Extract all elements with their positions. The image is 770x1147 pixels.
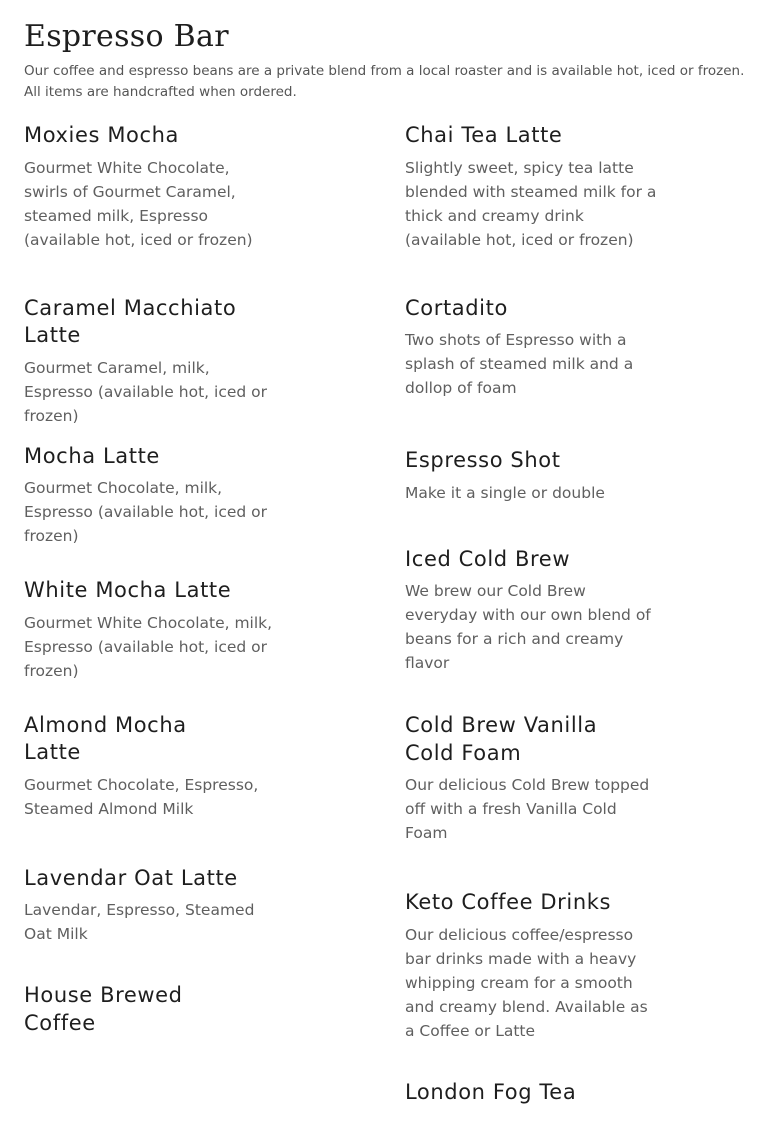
menu-item-name: Cold Brew Vanilla Cold Foam	[405, 713, 598, 765]
menu-item-name: Iced Cold Brew	[405, 546, 571, 571]
menu-item-name: White Mocha Latte	[24, 578, 232, 602]
menu-item-name: Mocha Latte	[24, 443, 160, 468]
menu-item-description: Gourmet Chocolate, milk, Espresso (available hot, iced or frozen)	[24, 479, 267, 545]
menu-item-description: We brew our Cold Brew everyday with our own blend of beans for a rich and creamy flavor	[405, 582, 651, 672]
menu-item-description: Gourmet Caramel, milk, Espresso (available hot, iced or frozen)	[24, 358, 267, 425]
menu-item	[405, 712, 657, 845]
menu-item-description: Slightly sweet, spicy tea latte blended with steamed milk for a thick and creamy drink (available hot, iced or frozen)	[405, 158, 657, 249]
menu-item	[405, 889, 657, 1043]
menu-item-name: Lavendar Oat Latte	[24, 865, 238, 890]
menu-item	[405, 1079, 657, 1107]
menu-item	[405, 295, 657, 401]
menu-item-name: Keto Coffee Drinks	[405, 890, 612, 914]
menu-item	[24, 712, 274, 821]
menu-item-name: Chai Tea Latte	[405, 123, 563, 147]
menu-item	[24, 443, 274, 549]
menu-item-name: Cortadito	[405, 295, 508, 320]
menu-column-right	[405, 122, 657, 1104]
menu-item	[24, 865, 274, 947]
menu-item-name: London Fog Tea	[405, 1079, 577, 1104]
menu-item-description: Make it a single or double	[405, 483, 605, 502]
menu-item-name: Espresso Shot	[405, 448, 561, 472]
menu-item	[405, 122, 657, 252]
menu-item-description: Gourmet Chocolate, Espresso, Steamed Almond Milk	[24, 775, 259, 818]
menu-item	[405, 447, 657, 505]
menu-item-name: Caramel Macchiato Latte	[24, 295, 237, 347]
menu-item	[24, 577, 274, 683]
menu-item	[24, 122, 274, 252]
menu-item	[24, 982, 274, 1037]
page-intro: Our coffee and espresso beans are a private blend from a local roaster and is available hot, iced or frozen. All items are handcrafted when ordered.	[24, 63, 745, 100]
menu-item-description: Gourmet White Chocolate, milk, Espresso (available hot, iced or frozen)	[24, 613, 273, 680]
menu-item-description: Our delicious Cold Brew topped off with a fresh Vanilla Cold Foam	[405, 776, 650, 842]
menu-item-name: Moxies Mocha	[24, 123, 180, 147]
menu-item-name: House Brewed Coffee	[24, 983, 183, 1035]
menu-item-name: Almond Mocha Latte	[24, 712, 187, 764]
menu-item-description: Two shots of Espresso with a splash of steamed milk and a dollop of foam	[405, 331, 634, 397]
menu-item-description: Our delicious coffee/espresso bar drinks made with a heavy whipping cream for a smooth and creamy blend. Available as a Coffee or Latte	[405, 925, 648, 1040]
menu-item	[405, 546, 657, 676]
menu-item-description: Lavendar, Espresso, Steamed Oat Milk	[24, 901, 255, 943]
menu-item-description: Gourmet White Chocolate, swirls of Gourmet Caramel, steamed milk, Espresso (available hot, iced or frozen)	[24, 158, 253, 249]
page-title: Espresso Bar	[24, 19, 229, 54]
menu-item	[24, 295, 274, 428]
menu-column-left	[24, 122, 274, 1035]
